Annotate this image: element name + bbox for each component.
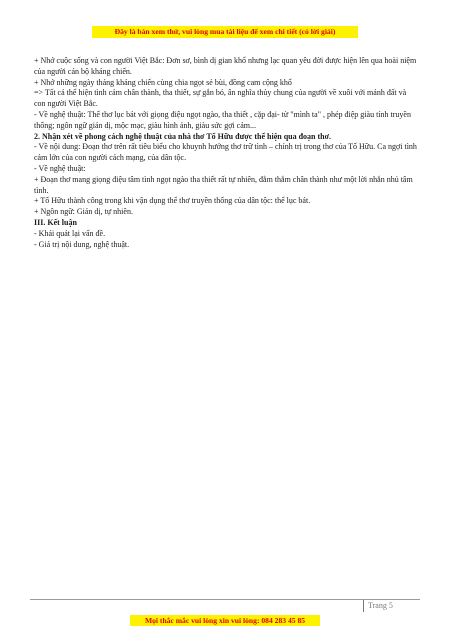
section-heading-ket-luan: III. Kết luận <box>34 217 77 227</box>
paragraph-language: + Ngôn ngữ: Giản dị, tự nhiên. <box>34 207 133 217</box>
footer-divider <box>30 599 420 600</box>
paragraph-art: - Về nghệ thuật: Thể thơ lục bát với giọng điệu ngọt ngào, tha thiết , cặp đại- từ "mình ta" , phép điệp giàu tính truyền thống; ngôn ngữ giản dị, mộc mạc, giàu hình ảnh, giàu sức gợi cảm... <box>34 109 411 130</box>
preview-banner: Đây là bản xem thử, vui lòng mua tài liệu để xem chi tiết (có lời giải) <box>92 26 358 38</box>
paragraph-resistance-days: + Nhớ những ngày tháng kháng chiến cùng chia ngọt sẻ bùi, đồng cam cộng khổ <box>34 77 292 87</box>
paragraph-content: - Về nội dung: Đoạn thơ trên rất tiêu biểu cho khuynh hướng thơ trữ tình – chính trị trong thơ của Tố Hữu. Ca ngợi tình cảm lớn của con người cách mạng, của dân tộc. <box>34 142 417 163</box>
paragraph-viet-bac-life: + Nhớ cuộc sống và con người Việt Bắc: Đơn sơ, bình dị gian khổ nhưng lạc quan yêu đời được hiện lên qua hoài niệm của người cán bộ kháng chiến. <box>34 56 417 76</box>
page-number-separator <box>363 600 364 612</box>
document-body <box>34 56 418 250</box>
paragraph-value: - Giá trị nội dung, nghệ thuật. <box>34 239 130 249</box>
paragraph-conclusion-feelings: => Tất cả thể hiện tình cảm chân thành, tha thiết, sự gắn bó, ân nghĩa thủy chung của người về xuôi với mảnh đất và con người Việt Bắc. <box>34 88 407 109</box>
paragraph-summary: - Khái quát lại vấn đề. <box>34 228 106 238</box>
paragraph-tone: + Đoạn thơ mang giọng điệu tâm tình ngọt ngào tha thiết rất tự nhiên, đằm thắm chân thành như một lời nhắn nhủ tâm tình. <box>34 174 413 195</box>
contact-banner: Mọi thắc mắc vui lòng xin vui lòng: 084 283 45 85 <box>130 615 320 626</box>
paragraph-luc-bat: + Tố Hữu thành công trong khi vận dụng thể thơ truyền thống của dân tộc: thể lục bát. <box>34 196 311 206</box>
page-number: Trang 5 <box>368 601 393 610</box>
paragraph-art-heading: - Về nghệ thuật: <box>34 163 86 173</box>
section-heading-to-huu-style: 2. Nhận xét về phong cách nghệ thuật của nhà thơ Tố Hữu được thể hiện qua đoạn thơ. <box>34 131 332 141</box>
